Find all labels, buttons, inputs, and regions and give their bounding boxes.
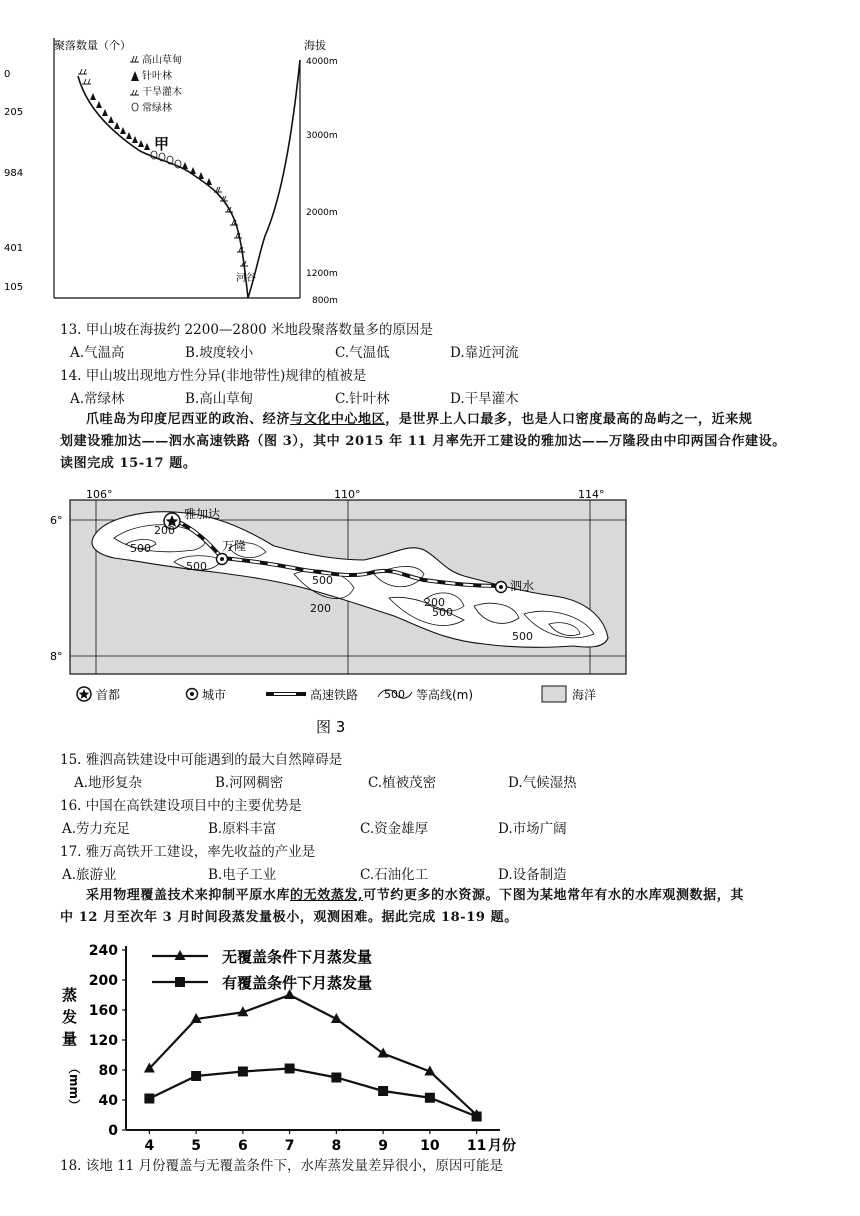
option: C.针叶林 [335, 391, 390, 407]
option: D.气候湿热 [508, 775, 577, 791]
option: C.气温低 [335, 345, 390, 361]
question-14: 14. 甲山坡出现地方性分异(非地带性)规律的植被是 [60, 368, 367, 384]
option: B.高山草甸 [185, 391, 254, 407]
data-point-square [331, 1073, 341, 1083]
option: A.劳力充足 [62, 821, 131, 837]
svg-text:常绿林: 常绿林 [142, 103, 172, 114]
y-axis-label-char: 蒸 [62, 986, 78, 1004]
left-tick: 105 [4, 282, 24, 293]
option: B.坡度较小 [185, 345, 254, 361]
contour-label: 500 [186, 560, 207, 573]
option: B.河网稠密 [215, 775, 284, 791]
legend-marker-square [175, 977, 185, 987]
city-label: 万隆 [222, 539, 247, 553]
y-tick-label: 200 [88, 973, 118, 989]
question-16: 16. 中国在高铁建设项目中的主要优势是 [60, 798, 302, 814]
data-point-square [238, 1067, 248, 1077]
lat-label: 8° [50, 650, 63, 663]
label-valley: 河谷 [236, 273, 256, 284]
map-legend [77, 686, 596, 702]
contour-label: 500 [130, 542, 151, 555]
option: D.干旱灌木 [450, 391, 519, 407]
option: C.植被茂密 [368, 775, 437, 791]
right-tick: 2000m [306, 208, 338, 218]
contour-label: 200 [310, 602, 331, 615]
y-axis-label-unit: （mm） [67, 1062, 81, 1112]
left-tick: 984 [4, 168, 24, 179]
svg-text:干旱灌木: 干旱灌木 [142, 87, 182, 98]
legend-label: 无覆盖条件下月蒸发量 [222, 948, 373, 966]
option: B.电子工业 [208, 867, 277, 883]
x-tick-label: 10 [420, 1138, 440, 1154]
y-tick-label: 40 [98, 1093, 118, 1109]
right-tick: 1200m [306, 269, 338, 279]
data-point-square [285, 1064, 295, 1074]
data-point-square [378, 1086, 388, 1096]
option: A.地形复杂 [74, 775, 143, 791]
left-tick: 0 [4, 69, 11, 80]
option: D.市场广阔 [498, 821, 567, 837]
svg-text:首都: 首都 [96, 688, 121, 702]
intro-paragraph-1: 爪哇岛为印度尼西亚的政治、经济与文化中心地区，是世界上人口最多，也是人口密度最高的岛屿之一，近来规 划建设雅加达——泗水高速铁路（图 3），其中 2015 年 11 月率先开工建设的雅加达——万隆段由中印两国合作建设。 读图完成 15-17 题。 [60, 412, 786, 471]
svg-text:500: 500 [384, 688, 405, 701]
data-point-square [191, 1071, 201, 1081]
y-tick-label: 160 [88, 1003, 118, 1019]
data-point-square [472, 1112, 482, 1122]
left-tick: 205 [4, 107, 24, 118]
lat-label: 6° [50, 514, 63, 527]
figure-caption: 图 3 [316, 718, 346, 736]
option: D.设备制造 [498, 867, 567, 883]
data-point-triangle [378, 1048, 389, 1058]
x-axis-label: 月份 [488, 1138, 516, 1154]
contour-label: 200 [424, 596, 445, 609]
option: C.石油化工 [360, 867, 429, 883]
y-tick-label: 240 [88, 943, 118, 959]
option: A.旅游业 [62, 867, 117, 883]
contour-label: 500 [432, 606, 453, 619]
data-point-square [144, 1094, 154, 1104]
evaporation-line-chart [60, 938, 530, 1156]
x-tick-label: 9 [378, 1138, 388, 1154]
java-map-figure [44, 488, 640, 736]
option: A.常绿林 [70, 391, 125, 407]
svg-text:城市: 城市 [202, 688, 227, 702]
y-axis-label-char: 量 [62, 1030, 78, 1048]
option: A.气温高 [70, 345, 125, 361]
x-tick-label: 11 [466, 1138, 487, 1154]
city-label: 泗水 [510, 579, 535, 593]
lon-label: 114° [578, 488, 605, 501]
question-18: 18. 该地 11 月份覆盖与无覆盖条件下，水库蒸发量差异很小，原因可能是 [60, 1158, 504, 1174]
right-tick: 3000m [306, 131, 338, 141]
x-tick-label: 8 [331, 1138, 342, 1154]
profile-legend [130, 53, 182, 114]
question-17: 17. 雅万高铁开工建设，率先收益的产业是 [60, 844, 316, 860]
y-tick-label: 120 [88, 1033, 118, 1049]
lon-label: 110° [334, 488, 361, 501]
left-axis-title: 聚落数量（个） [54, 39, 131, 52]
contour-label: 500 [512, 630, 533, 643]
svg-text:海洋: 海洋 [572, 688, 597, 702]
x-tick-label: 7 [284, 1138, 295, 1154]
y-tick-label: 0 [108, 1123, 118, 1139]
left-tick: 401 [4, 243, 24, 254]
option: B.原料丰富 [208, 821, 277, 837]
data-point-square [425, 1093, 435, 1103]
y-axis-label-char: 发 [62, 1008, 78, 1026]
question-15: 15. 雅泗高铁建设中可能遇到的最大自然障碍是 [60, 752, 343, 768]
intro-paragraph-2: 采用物理覆盖技术来抑制平原水库的无效蒸发,可节约更多的水资源。下图为某地常年有水的水库观测数据，其 中 12 月至次年 3 月时间段蒸发量极小，观测困难。据此完成 18-19 题。 [60, 888, 744, 925]
question-13: 13. 甲山坡在海拔约 2200—2800 米地段聚落数量多的原因是 [60, 322, 434, 338]
right-tick: 800m [312, 296, 338, 306]
city-label: 雅加达 [184, 507, 221, 521]
contour-label: 200 [154, 524, 175, 537]
svg-text:针叶林: 针叶林 [142, 71, 172, 82]
legend-label: 有覆盖条件下月蒸发量 [222, 974, 373, 992]
right-tick: 4000m [306, 57, 338, 67]
option: C.资金雄厚 [360, 821, 429, 837]
svg-text:高山草甸: 高山草甸 [142, 55, 182, 66]
x-tick-label: 4 [144, 1138, 155, 1154]
svg-text:等高线(m): 等高线(m) [416, 688, 474, 702]
label-jia: 甲 [154, 135, 170, 153]
option: D.靠近河流 [450, 345, 519, 361]
mountain-profile-figure [4, 36, 350, 308]
right-axis-title: 海拔 [304, 39, 326, 52]
x-tick-label: 6 [238, 1138, 248, 1154]
contour-label: 500 [312, 574, 333, 587]
y-tick-label: 80 [98, 1063, 118, 1079]
svg-text:高速铁路: 高速铁路 [310, 688, 359, 702]
lon-label: 106° [86, 488, 113, 501]
x-tick-label: 5 [191, 1138, 201, 1154]
